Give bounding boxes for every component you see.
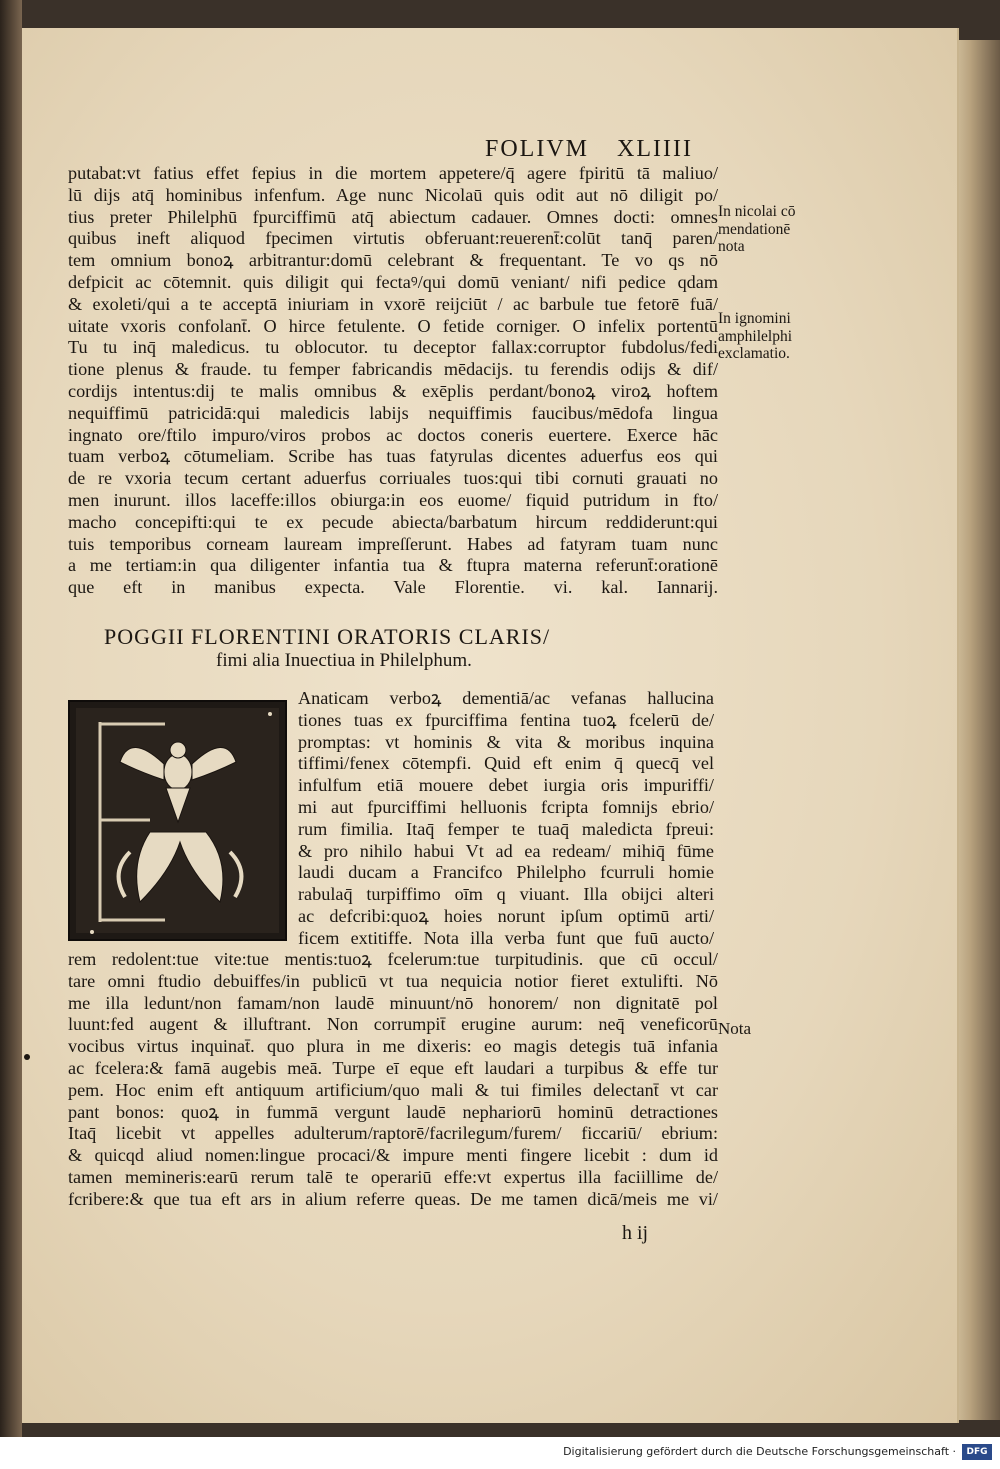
footer-credit: Digitalisierung gefördert durch die Deutsche Forschungsgemeinschaft · — [563, 1445, 956, 1458]
text-line: tiones tuas ex fpurciffima fentina tuoꝝ fcelerū de/ — [298, 709, 714, 730]
folio-number: XLIIII — [617, 136, 693, 162]
text-line: Itaq̄ licebit vt appelles adulterum/raptorē/facrilegum/furem/ ficcariū/ ebrium: — [68, 1123, 718, 1144]
text-line: rabulaq̄ turpiffimo oīm q viuant. Illa obijci alteri — [298, 884, 714, 905]
footer — [0, 1437, 1000, 1469]
margin-note-line: In nicolai cō — [718, 203, 796, 220]
margin-note-2 — [718, 310, 792, 363]
folio-word: FOLIVM — [485, 136, 590, 162]
section-subheading: fimi alia Inuectiua in Philelphum. — [216, 650, 472, 671]
text-line: Tu tu inq̄ maledicus. tu oblocutor. tu deceptor fallax:corruptor fubdolus/fedi — [68, 337, 718, 358]
text-line: & pro nihilo habui Vt ad ea redeam/ mihiq̄ fūme — [298, 840, 714, 861]
text-line: & exoleti/qui a te acceptā iniuriam in vxorē reijciūt / ac barbule tue fetorē fuā/ — [68, 293, 718, 314]
text-line: tamen memineris:earū rerum talē te operariū effe:vt expertus illa faciillime de/ — [68, 1167, 718, 1187]
text-line: cordijs intentus:dij te malis omnibus & exēplis perdant/bonoꝝ viroꝝ hoftem — [68, 381, 718, 401]
text-line: lū dijs atq̄ hominibus infenfum. Age nunc Nicolaū quis odit aut nō diligit po/ — [68, 184, 718, 205]
margin-note-line: nota — [718, 238, 745, 255]
text-line: laudi ducam a Francifco Philelpho fcurruli homie — [298, 862, 714, 883]
text-line: ficem extitiffe. Nota illa verba funt que fuū aucto/ — [298, 927, 714, 948]
text-line: a me tertiam:in qua diligenter infantia tua & ftupra materna referunt̄:orationē — [68, 555, 718, 576]
text-line: tiffimi/fenex cōtempfi. Quid eft enim q̄ quecq̄ vel — [298, 753, 714, 774]
text-line: ac fcelera:& famā augebis meā. Turpe eī eque eft laudari a turpibus & effe tur — [68, 1058, 718, 1078]
dfg-logo: DFG — [962, 1444, 992, 1460]
signature-mark: h ij — [622, 1222, 649, 1244]
text-line: tius preter Philelphū fpurciffimū atq̄ abiectum cadauer. Omnes docti: omnes — [68, 206, 718, 227]
margin-note-line: In ignomini — [718, 310, 791, 327]
text-line: & quicqd aliud nomen:lingue procaci/& impure menti fingere licebit : dum id — [68, 1145, 718, 1166]
text-line: me illa ledunt/non famam/non laudē minuunt/nō honorem/ non dignitatē pol — [68, 992, 718, 1013]
text-line: quibus ineft aliquod fpecimen virtutis obferuant:reuerent̄:colūt tanq̄ paren/ — [68, 228, 718, 249]
text-line: tuis temporibus corneam lauream impreſſerunt. Habes ad fatyram tuam nunc — [68, 533, 718, 554]
text-line: luunt:fed augent & illuftrant. Non corrumpit̄ erugine aurum: neq̄ veneficorū — [68, 1014, 718, 1035]
binding-gutter — [0, 0, 22, 1437]
ink-spot — [24, 1054, 30, 1060]
text-line: promptas: vt hominis & vita & moribus inquina — [298, 731, 714, 752]
text-line: de re vxoria tecum certant aduerfus corriuales tuos:qui tibi cornuti grauati no — [68, 468, 718, 489]
text-line: pant bonos: quoꝝ in fummā vergunt laudē nephariorū hominū detractiones — [68, 1101, 718, 1122]
text-line: putabat:vt fatius effet fepius in die mortem appetere/q̄ agere fpiritū tā maliuo/ — [68, 163, 718, 183]
decorated-initial-eagle — [68, 700, 287, 941]
margin-note-line: amphilelphi — [718, 327, 793, 345]
text-line: vocibus virtus inquinat̄. quo plura in me dixeris: eo magis detegis tuā infania — [68, 1036, 718, 1057]
margin-note-3: Nota — [718, 1019, 752, 1038]
margin-note-1 — [718, 203, 795, 256]
text-line: ac defcribi:quoꝝ hoies norunt ipſum optimū arti/ — [298, 906, 714, 926]
text-line: pem. Hoc enim eft antiquum artificium/quo mali & tui fimiles delectant̄ vt car — [68, 1079, 718, 1100]
text-line: Anaticam verboꝝ dementiā/ac vefanas hallucina — [298, 688, 714, 708]
text-line: tione plenus & fraude. tu femper fabricandis mēdacijs. tu ferendis odijs & dif/ — [68, 359, 718, 380]
margin-note-line: exclamatio. — [718, 345, 790, 362]
text-line: defpicit ac cōtemnit. quis diligit qui fectaꝰ/qui domū veniant/ nifi pedice qdam — [68, 272, 718, 292]
text-line: rem redolent:tue vite:tue mentis:tuoꝝ fcelerum:tue turpitudinis. que cū occul/ — [68, 949, 718, 969]
text-line: fcribere:& que tua eft ars in alium referre queas. De me tamen dicā/meis me vi/ — [68, 1188, 718, 1209]
margin-note-line: mendationē — [718, 220, 791, 238]
folio-header — [485, 136, 721, 163]
text-line: men inurunt. illos laceffe:illos obiurga:in eos euome/ fiquid putridum in fto/ — [68, 490, 718, 510]
text-line: mi aut fpurciffimi helluonis fcripta fomnijs ebrio/ — [298, 797, 714, 817]
text-line: ingnato ore/ftilo impuro/viros probos ac doctos coneris euertere. Exerce hāc — [68, 424, 718, 445]
text-line: uitate vxoris confolant̄. O hirce fetulente. O fetide corniger. O infelix portentū — [68, 315, 718, 336]
text-line: tare omni ftudio debuiffes/in publicū vt tua nequicia notior fieret extulifti. Nō — [68, 970, 718, 991]
section-heading: POGGII FLORENTINI ORATORIS CLARIS/ — [104, 624, 551, 649]
text-line: que eft in manibus expecta. Vale Florentie. vi. kal. Iannarij. — [68, 577, 718, 598]
text-line: tuam verboꝝ cōtumeliam. Scribe has tuas fatyrulas dicentes aduerfus eos qui — [68, 446, 718, 467]
text-line: rum fimilia. Itaq̄ femper te tuaq̄ maledicta fpreui: — [298, 818, 714, 839]
text-line: tem omnium bonoꝝ arbitrantur:domū celebrant & frequentant. Te vo qs nō — [68, 250, 718, 271]
text-line: infulfum etiā mouere debet iurgia oris impuriffi/ — [298, 775, 714, 796]
text-line: nequiffimū patricidā:qui maledicis labijs nequiffimis faucibus/mēdofa lingua — [68, 402, 718, 423]
text-line: macho concepifti:qui te ex pecude abiecta/barbatum hircum reddiderunt:qui — [68, 511, 718, 532]
page-edge — [957, 40, 1000, 1420]
